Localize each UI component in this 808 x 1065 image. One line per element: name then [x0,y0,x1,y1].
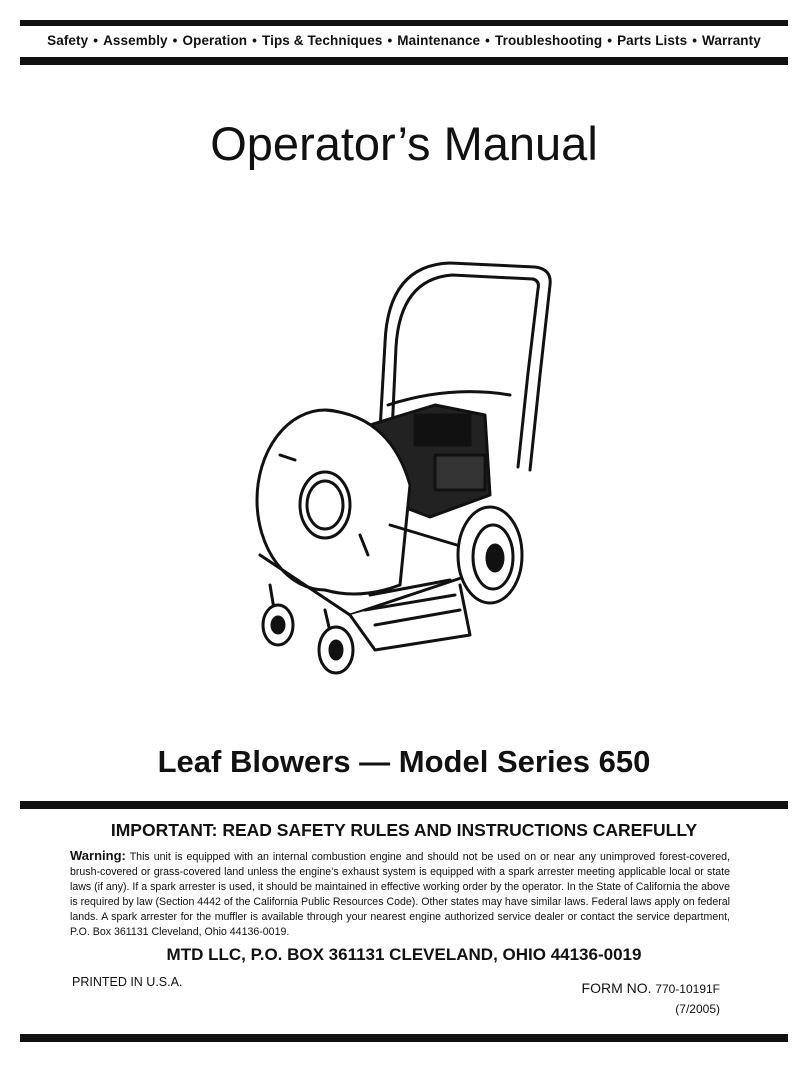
form-label: FORM NO. [581,980,652,996]
nav-separator: • [172,33,178,48]
nav-item-tips: Tips & Techniques [261,33,383,48]
nav-rule [20,57,788,65]
nav-item-operation: Operation [182,33,248,48]
nav-item-parts-lists: Parts Lists [617,33,688,48]
form-number-line [582,980,720,996]
bottom-rule [20,1034,788,1042]
model-heading: Leaf Blowers — Model Series 650 [157,744,651,779]
nav-separator: • [387,33,393,48]
printed-in: PRINTED IN U.S.A. [72,975,183,989]
nav-separator: • [607,33,613,48]
section-nav [20,33,788,48]
nav-separator: • [252,33,257,48]
nav-item-maintenance: Maintenance [397,33,481,48]
important-heading: IMPORTANT: READ SAFETY RULES AND INSTRUCTIONS CAREFULLY [110,820,698,840]
nav-separator: • [692,33,698,48]
form-date: (7/2005) [675,1002,720,1016]
nav-separator: • [93,33,99,48]
nav-item-warranty: Warranty [702,33,761,48]
form-number: 770-10191F [655,982,720,996]
warning-label: Warning: [70,848,126,863]
warning-body: This unit is equipped with an internal combustion engine and should not be used on or near any unimproved forest-covered, brush-covered or grass-covered land unless the engine’s exhaust system is equipped with a spark arrester meeting applicable local or state laws (if any). If a spark arrester is used, it should be maintained in effective working order by the operator. In the State of California the above is required by law (Section 4442 of the California Public Resources Code). Other states may have similar laws. Federal laws apply on federal lands. A spark arrester for the muffler is available through your nearest engine authorized service dealer or contact the service department, P.O. Box 361131 Cleveland, Ohio 44136-0019. [70,851,730,938]
section-rule [20,801,788,809]
company-address: MTD LLC, P.O. BOX 361131 CLEVELAND, OHIO 44136-0019 [166,945,642,964]
nav-item-assembly: Assembly [103,33,168,48]
manual-title: Operator’s Manual [210,117,598,170]
nav-separator: • [485,33,490,48]
leaf-blower-illustration [240,255,570,680]
warning-paragraph [70,848,730,940]
nav-item-safety: Safety [47,33,89,48]
top-rule [20,20,788,26]
nav-item-troubleshooting: Troubleshooting [495,33,603,48]
